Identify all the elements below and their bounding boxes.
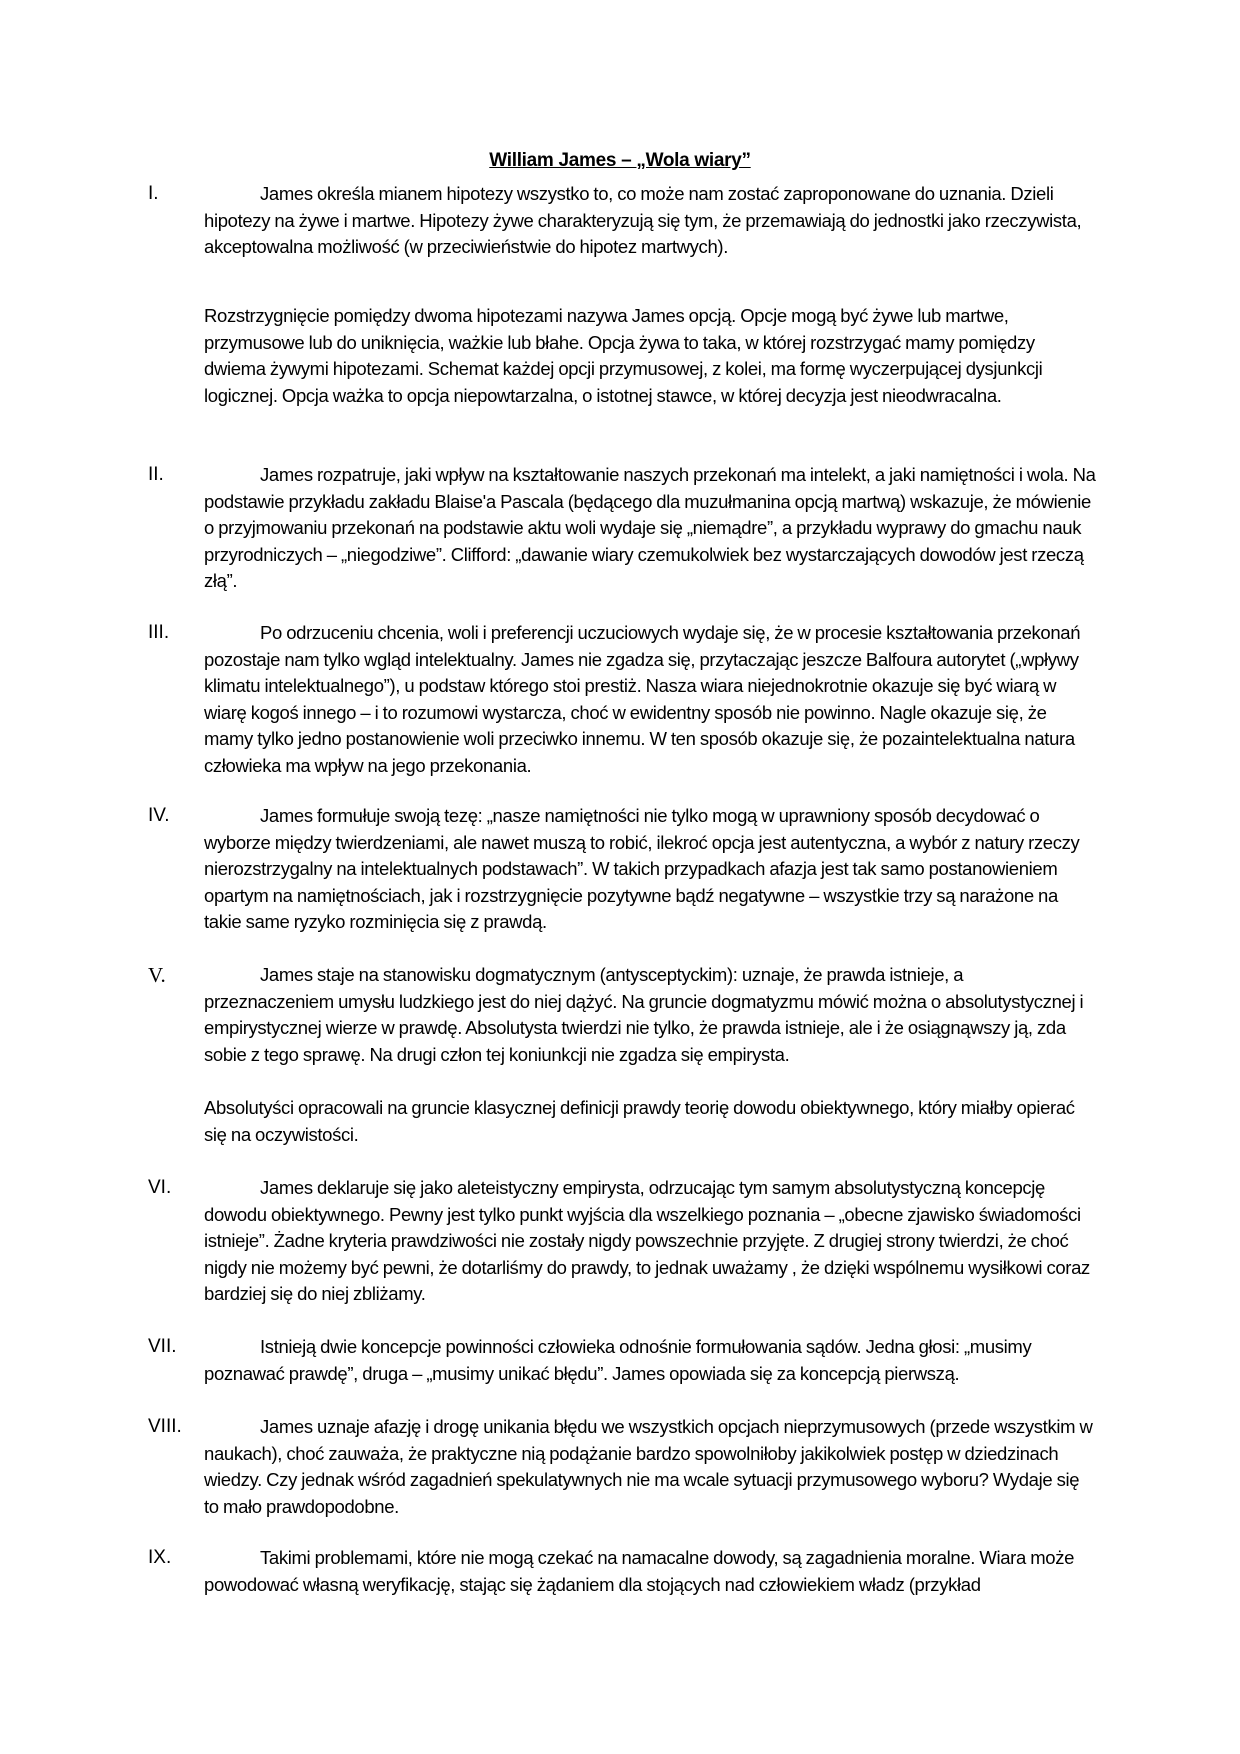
section-paragraph: James uznaje afazję i drogę unikania błędu we wszystkich opcjach nieprzymusowych (przede wszystkim w naukach), choć zauważa, że praktyczne nią podążanie bardzo spowolniłoby jakikolwiek postęp w dziedzinach wiedzy. Czy jednak wśród zagadnień spekulatywnych nie ma wcale sytuacji przymusowego wyboru? Wydaje się to mało prawdopodobne.: [204, 1416, 1093, 1517]
document-title: William James – „Wola wiary”: [489, 150, 751, 171]
section-paragraph: Rozstrzygnięcie pomiędzy dwoma hipotezami nazywa James opcją. Opcje mogą być żywe lub martwe, przymusowe lub do uniknięcia, ważkie lub błahe. Opcja żywa to taka, w której rozstrzygać mamy pomiędzy dwiema żywymi hipotezami. Schemat każdej opcji przymusowej, z kolei, ma formę wyczerpującej dysjunkcji logicznej. Opcja ważka to opcja niepowtarzalna, o istotnej stawce, w której decyzja jest nieodwracalna.: [204, 305, 1043, 406]
section-paragraph: Absolutyści opracowali na gruncie klasycznej definicji prawdy teorię dowodu obiektywnego, który miałby opierać się na oczywistości.: [204, 1097, 1075, 1145]
section-paragraph: Po odrzuceniu chcenia, woli i preferencji uczuciowych wydaje się, że w procesie kształtowania przekonań pozostaje nam tylko wgląd intelektualny. James nie zgadza się, przytaczając jeszcze Balfoura autorytet („wpływy klimatu intelektualnego”), u podstaw którego stoi prestiż. Nasza wiara niejednokrotnie okazuje się być wiarą w wiarę kogoś innego – i to rozumowi wystarcza, choć w ewidentny sposób nie powinno. Nagle okazuje się, że mamy tylko jedno postanowienie woli przeciwko innemu. W ten sposób okazuje się, że pozaintelektualna natura człowieka ma wpływ na jego przekonania.: [204, 622, 1081, 776]
section-paragraph: James formułuje swoją tezę: „nasze namiętności nie tylko mogą w uprawniony sposób decydować o wyborze między twierdzeniami, ale nawet muszą to robić, ilekroć opcja jest autentyczna, a wybór z natury rzeczy nierozstrzygalny na intelektualnych podstawach”. W takich przypadkach afazja jest tak samo postanowieniem opartym na namiętnościach, jak i rozstrzygnięcie pozytywne bądź negatywne – wszystkie trzy są narażone na takie same ryzyko rozminięcia się z prawdą.: [204, 805, 1080, 932]
section-numeral: I.: [148, 183, 159, 204]
section-numeral: VIII.: [148, 1416, 182, 1437]
section-numeral: II.: [148, 464, 164, 485]
section-numeral: IX.: [148, 1547, 172, 1568]
section-numeral: VI.: [148, 1177, 172, 1198]
section-paragraph: Istnieją dwie koncepcje powinności człowieka odnośnie formułowania sądów. Jedna głosi: „musimy poznawać prawdę”, druga – „musimy unikać błędu”. James opowiada się za koncepcją pierwszą.: [204, 1336, 1032, 1384]
section-paragraph: James staje na stanowisku dogmatycznym (antysceptyckim): uznaje, że prawda istnieje, a przeznaczeniem umysłu ludzkiego jest do niej dążyć. Na gruncie dogmatyzmu mówić można o absolutystycznej i empirystycznej wierze w prawdę. Absolutysta twierdzi nie tylko, że prawda istnieje, ale i że osiągnąwszy ją, zda sobie z tego sprawę. Na drugi człon tej koniunkcji nie zgadza się empirysta.: [204, 964, 1084, 1065]
section-paragraph: James deklaruje się jako aleteistyczny empirysta, odrzucając tym samym absolutystyczną koncepcję dowodu obiektywnego. Pewny jest tylko punkt wyjścia dla wszelkiego poznania – „obecne zjawisko świadomości istnieje”. Żadne kryteria prawdziwości nie zostały nigdy powszechnie przyjęte. Z drugiej strony twierdzi, że choć nigdy nie możemy być pewni, że dotarliśmy do prawdy, to jednak uważamy , że dzięki wspólnemu wysiłkowi coraz bardziej się do niej zbliżamy.: [204, 1177, 1090, 1304]
section-numeral: VII.: [148, 1336, 177, 1357]
section-numeral: V.: [148, 963, 166, 987]
section-paragraph: James rozpatruje, jaki wpływ na kształtowanie naszych przekonań ma intelekt, a jaki namiętności i wola. Na podstawie przykładu zakładu Blaise'a Pascala (będącego dla muzułmanina opcją martwą) wskazuje, że mówienie o przyjmowaniu przekonań na podstawie aktu woli wydaje się „niemądre”, a przykładu wyprawy do gmachu nauk przyrodniczych – „niegodziwe”. Clifford: „dawanie wiary czemukolwiek bez wystarczających dowodów jest rzeczą złą”.: [204, 464, 1096, 591]
section-paragraph: Takimi problemami, które nie mogą czekać na namacalne dowody, są zagadnienia moralne. Wiara może powodować własną weryfikację, stając się żądaniem dla stojących nad człowiekiem władz (przykład: [204, 1547, 1075, 1595]
section-paragraph: James określa mianem hipotezy wszystko to, co może nam zostać zaproponowane do uznania. Dzieli hipotezy na żywe i martwe. Hipotezy żywe charakteryzują się tym, że przemawiają do jednostki jako rzeczywista, akceptowalna możliwość (w przeciwieństwie do hipotez martwych).: [204, 183, 1082, 257]
section-numeral: III.: [148, 622, 170, 643]
section-numeral: IV.: [148, 805, 170, 826]
